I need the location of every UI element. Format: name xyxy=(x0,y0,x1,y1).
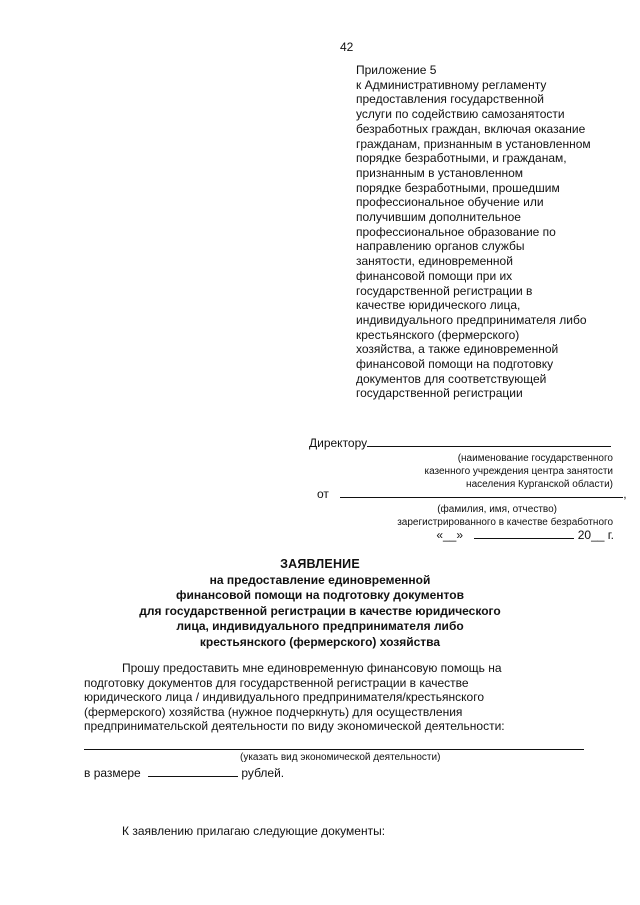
appendix-line: государственной регистрации xyxy=(356,386,523,401)
date-day[interactable]: «__» xyxy=(436,528,464,542)
attachments-label: К заявлению прилагаю следующие документы: xyxy=(122,824,386,838)
appendix-line: крестьянского (фермерского) xyxy=(356,327,520,342)
amount-row xyxy=(84,766,284,780)
title-line: финансовой помощи на подготовку документов xyxy=(176,588,464,603)
director-row xyxy=(309,436,611,450)
date-month-line[interactable] xyxy=(474,538,574,539)
director-input-line[interactable] xyxy=(367,446,611,447)
appendix-line: Приложение 5 xyxy=(356,63,437,77)
date-year[interactable]: 20__ г. xyxy=(577,528,614,542)
statement-body xyxy=(84,661,505,734)
from-label: от xyxy=(317,487,329,501)
appendix-header xyxy=(356,63,591,401)
appendix-line: порядке безработными, и гражданам, xyxy=(356,151,567,166)
amount-label: в размере xyxy=(84,766,141,780)
appendix-line: услуги по содействию самозанятости xyxy=(356,107,565,122)
appendix-line: финансовой помощи на подготовку xyxy=(356,357,554,372)
appendix-line: направлению органов службы xyxy=(356,239,525,254)
appendix-line: профессиональное обучение или xyxy=(356,195,544,210)
amount-input-line[interactable] xyxy=(148,776,238,777)
page-number: 42 xyxy=(340,40,354,54)
appendix-line: качестве юридического лица, xyxy=(356,298,521,313)
person-note xyxy=(397,503,613,529)
appendix-line: государственной регистрации в xyxy=(356,283,533,298)
appendix-line: порядке безработными, прошедшим xyxy=(356,180,560,195)
appendix-line: признанным в установленном xyxy=(356,165,524,180)
org-note-line: населения Курганской области) xyxy=(466,479,613,490)
person-note-line: (фамилия, имя, отчество) xyxy=(437,504,557,515)
title-line: на предоставление единовременной xyxy=(209,572,431,587)
appendix-line: финансовой помощи при их xyxy=(356,268,513,283)
activity-note: (указать вид экономической деятельности) xyxy=(240,752,441,763)
org-note-line: (наименование государственного xyxy=(457,453,613,464)
body-line: Прошу предоставить мне единовременную финансовую помощь на xyxy=(122,661,502,675)
amount-unit: рублей. xyxy=(241,766,285,780)
body-line: предпринимательской деятельности по виду экономической деятельности: xyxy=(84,719,505,734)
title-line: лица, индивидуального предпринимателя либо xyxy=(176,619,464,634)
appendix-line: к Административному регламенту xyxy=(356,77,547,92)
appendix-line: профессиональное образование по xyxy=(356,224,556,239)
person-note-line: зарегистрированного в качестве безработного xyxy=(397,517,613,528)
appendix-line: безработных граждан, включая оказание xyxy=(356,121,586,136)
org-note-line: казенного учреждения центра занятости xyxy=(424,466,613,477)
body-line: (фермерского) хозяйства (нужное подчеркнуть) для осуществления xyxy=(84,704,463,719)
appendix-line: хозяйства, а также единовременной xyxy=(356,342,559,357)
from-row xyxy=(317,487,627,501)
appendix-line: занятости, единовременной xyxy=(356,254,513,269)
statement-title xyxy=(60,557,580,651)
body-line: юридического лица / индивидуального предпринимателя/крестьянского xyxy=(84,690,485,705)
activity-input-line[interactable] xyxy=(84,749,584,750)
title-main: ЗАЯВЛЕНИЕ xyxy=(280,557,360,571)
director-label: Директору xyxy=(309,436,368,450)
title-line: крестьянского (фермерского) хозяйства xyxy=(199,634,441,649)
appendix-line: индивидуального предпринимателя либо xyxy=(356,312,587,327)
title-line: для государственной регистрации в качестве юридического xyxy=(139,603,501,618)
date-row xyxy=(436,528,614,542)
body-line: подготовку документов для государственной регистрации в качестве xyxy=(84,675,469,690)
org-note xyxy=(424,452,613,491)
appendix-line: гражданам, признанным в установленном xyxy=(356,136,591,151)
from-comma: , xyxy=(623,487,627,501)
applicant-name-line[interactable] xyxy=(340,497,623,498)
appendix-line: получившим дополнительное xyxy=(356,210,521,225)
appendix-line: документов для соответствующей xyxy=(356,371,547,386)
appendix-line: предоставления государственной xyxy=(356,92,545,107)
